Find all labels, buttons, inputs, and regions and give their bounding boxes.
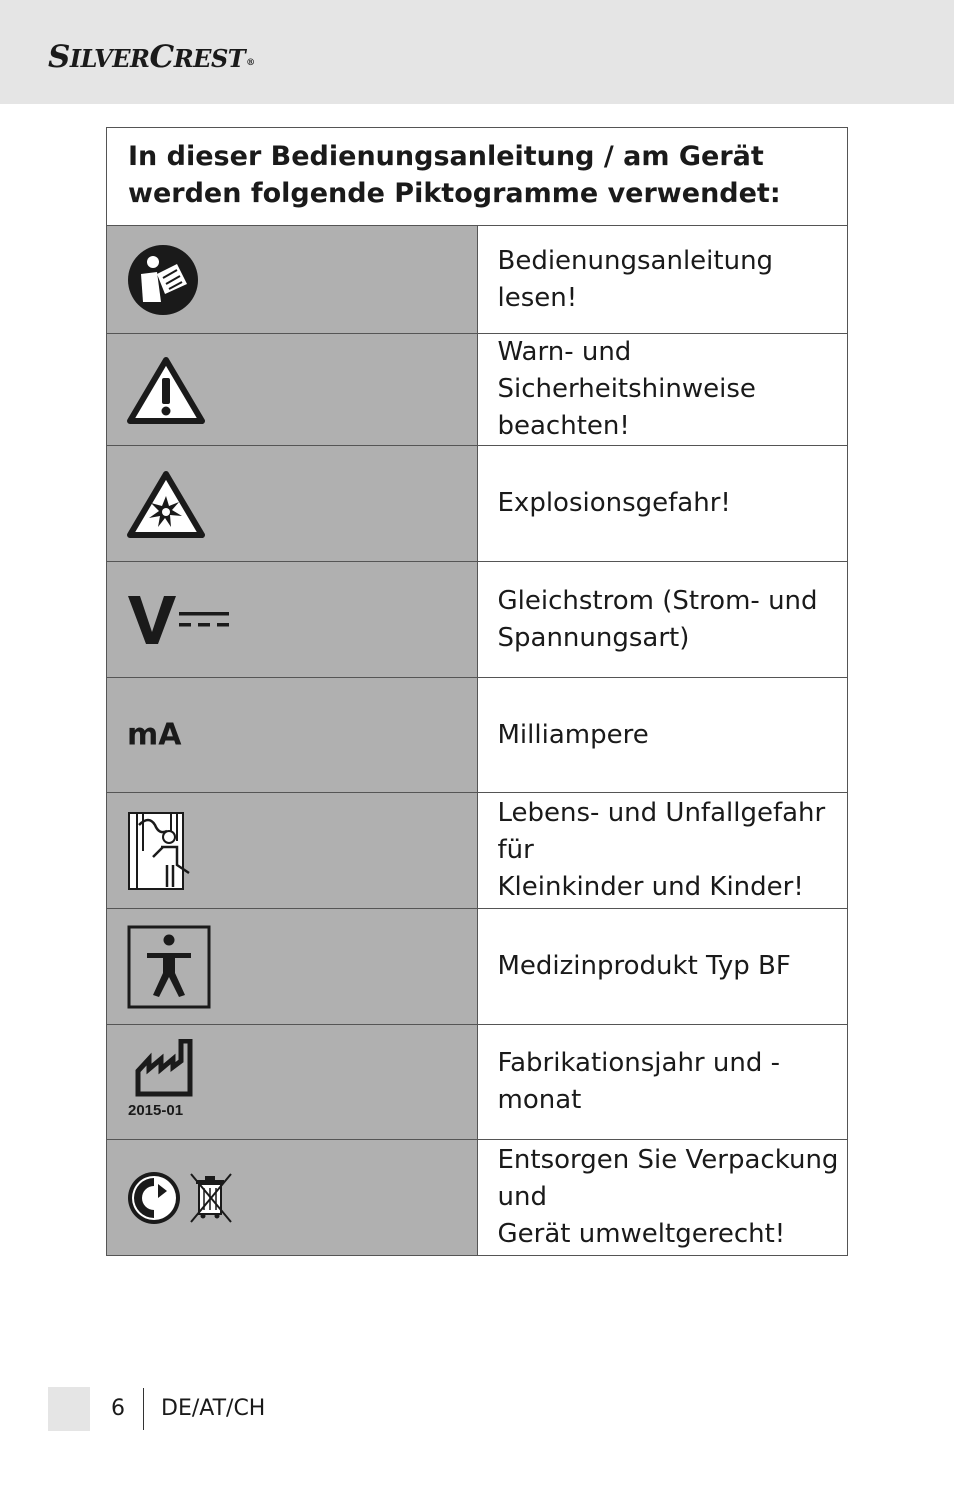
table-row: [107, 1140, 848, 1256]
table-row: [107, 793, 848, 909]
table-row: [107, 446, 848, 562]
icon-cell: [107, 793, 478, 909]
row-text-line: Medizinprodukt Typ BF: [497, 951, 791, 981]
row-text-line: Gerät umweltgerecht!: [497, 1219, 786, 1249]
table-row: [107, 226, 848, 334]
row-text: [477, 678, 848, 793]
row-text: [477, 1140, 848, 1256]
table-row: [107, 334, 848, 446]
icon-cell: [107, 1025, 478, 1140]
row-text: [477, 793, 848, 909]
manufacture-date-icon: [135, 1039, 193, 1097]
heading-line-1: In dieser Bedienungsanleitung / am Gerät: [128, 141, 764, 172]
row-text-line: Explosionsgefahr!: [497, 488, 731, 518]
row-text-line: Warn- und Sicherheitshinweise beachten!: [497, 337, 756, 441]
row-text-line: Fabrikationsjahr und -monat: [497, 1048, 780, 1115]
row-text-line: Gleichstrom (Strom- und Spannungsart): [497, 585, 818, 653]
icon-cell: [107, 1140, 478, 1256]
table-row: [107, 909, 848, 1025]
child-hazard-icon: [127, 811, 193, 891]
crossed-bin-icon: [191, 1174, 231, 1222]
row-text-line: Lebens- und Unfallgefahr für: [497, 798, 826, 865]
pictogram-table: [106, 127, 848, 1256]
explosion-hazard-icon: [127, 470, 205, 538]
table-heading: [107, 128, 848, 226]
page-number: 6: [111, 1396, 125, 1421]
table-row: [107, 1025, 848, 1140]
read-manual-icon: [127, 244, 199, 316]
icon-cell: [107, 446, 478, 562]
row-text-line: Entsorgen Sie Verpackung und: [497, 1145, 839, 1212]
icon-cell: [107, 334, 478, 446]
row-text: [477, 562, 848, 678]
locale-label: DE/AT/CH: [161, 1396, 266, 1421]
icon-cell: [107, 909, 478, 1025]
table-row: [107, 678, 848, 793]
table-heading-row: [107, 128, 848, 226]
heading-line-2: werden folgende Piktogramme verwendet:: [128, 178, 781, 209]
row-text: [477, 446, 848, 562]
row-text: [477, 226, 848, 334]
warning-triangle-icon: [127, 356, 205, 424]
footer-divider: [143, 1388, 144, 1430]
row-text: [477, 909, 848, 1025]
brand-logo: SILVERCREST®: [48, 39, 255, 75]
row-text: [477, 334, 848, 446]
green-dot-icon: [128, 1172, 180, 1224]
manufacture-date-label: 2015-01: [128, 1102, 184, 1119]
icon-cell: [107, 678, 478, 793]
row-text-line: Kleinkinder und Kinder!: [497, 872, 804, 902]
table-row: [107, 562, 848, 678]
row-text-line: Milliampere: [497, 719, 649, 750]
row-text: [477, 1025, 848, 1140]
footer-tab: [48, 1387, 90, 1431]
type-bf-icon: [127, 925, 211, 1009]
icon-cell: [107, 226, 478, 334]
direct-current-icon: [127, 592, 231, 648]
milliampere-icon: mA: [127, 717, 182, 753]
icon-cell: [107, 562, 478, 678]
row-text-line: Bedienungsanleitung lesen!: [497, 245, 774, 313]
disposal-icons: [127, 1170, 235, 1226]
